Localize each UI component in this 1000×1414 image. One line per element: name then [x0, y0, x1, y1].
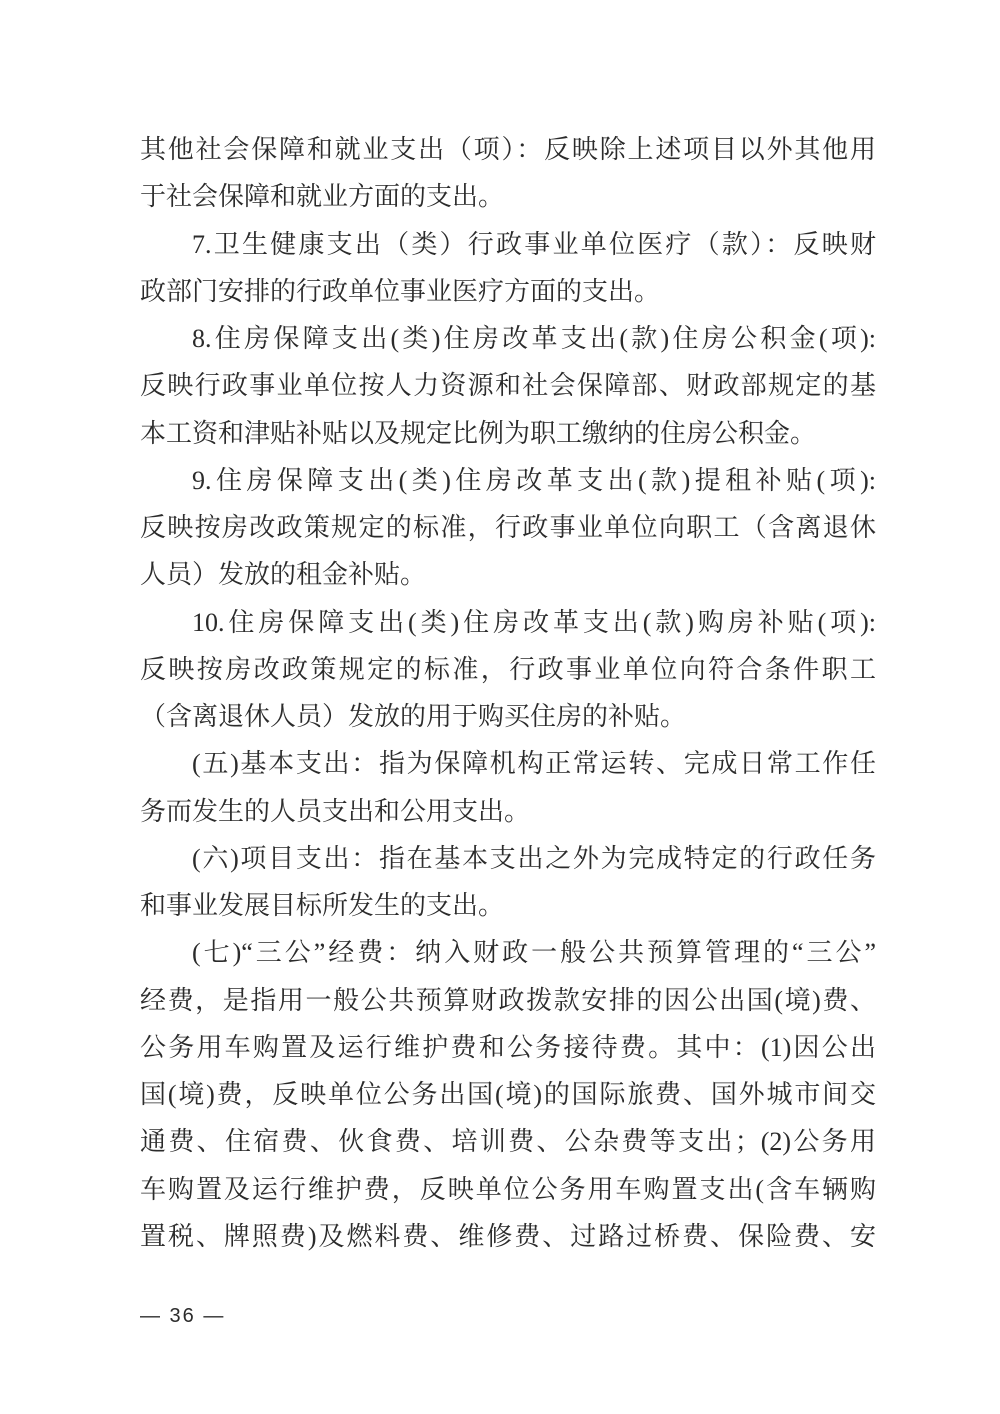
text-line: 本工资和津贴补贴以及规定比例为职工缴纳的住房公积金。 [140, 418, 817, 448]
text-line: 公务用车购置及运行维护费和公务接待费。其中：(1)因公出 [140, 1032, 876, 1062]
text-line: 反映按房改政策规定的标准，行政事业单位向符合条件职工 [140, 654, 876, 684]
text-line: 其他社会保障和就业支出（项）：反映除上述项目以外其他用 [140, 135, 876, 164]
text-line: (七)“三公”经费：纳入财政一般公共预算管理的“三公” [192, 938, 876, 968]
text-line: (六)项目支出：指在基本支出之外为完成特定的行政任务 [192, 843, 876, 873]
text-line: 8.住房保障支出(类)住房改革支出(款)住房公积金(项): [192, 324, 876, 353]
page-number: — 36 — [140, 1305, 226, 1327]
text-line: 经费，是指用一般公共预算财政拨款安排的因公出国(境)费、 [140, 985, 876, 1015]
text-line: 9.住房保障支出(类)住房改革支出(款)提租补贴(项): [192, 465, 876, 495]
document-body [140, 126, 876, 1260]
text-line: 反映行政事业单位按人力资源和社会保障部、财政部规定的基 [140, 371, 876, 401]
text-line: 7.卫生健康支出（类）行政事业单位医疗（款）：反映财 [192, 229, 876, 259]
text-line: 人员）发放的租金补贴。 [140, 560, 427, 590]
text-line: （含离退休人员）发放的用于购买住房的补贴。 [140, 702, 687, 731]
text-line: 车购置及运行维护费，反映单位公务用车购置支出(含车辆购 [140, 1174, 876, 1204]
text-line: 务而发生的人员支出和公用支出。 [140, 796, 531, 826]
text-line: 和事业发展目标所发生的支出。 [140, 891, 505, 920]
text-line: 10.住房保障支出(类)住房改革支出(款)购房补贴(项): [192, 607, 876, 637]
text-line: 政部门安排的行政单位事业医疗方面的支出。 [140, 276, 661, 306]
text-line: 置税、牌照费)及燃料费、维修费、过路过桥费、保险费、安 [140, 1221, 876, 1251]
text-line: (五)基本支出：指为保障机构正常运转、完成日常工作任 [192, 749, 876, 779]
text-line: 于社会保障和就业方面的支出。 [140, 182, 505, 212]
text-line: 国(境)费，反映单位公务出国(境)的国际旅费、国外城市间交 [140, 1080, 876, 1109]
text-line: 反映按房改政策规定的标准，行政事业单位向职工（含离退休 [140, 513, 876, 542]
text-line: 通费、住宿费、伙食费、培训费、公杂费等支出；(2)公务用 [140, 1127, 876, 1157]
